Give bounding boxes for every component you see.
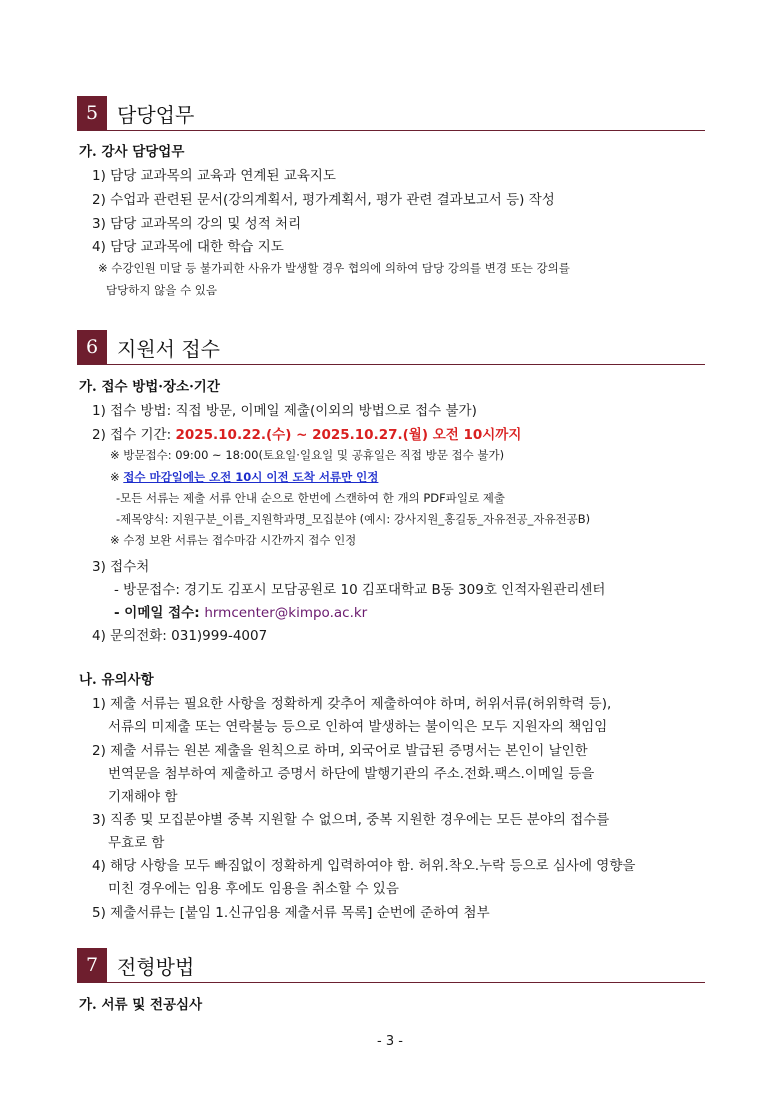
list-item: 4) 해당 사항을 모두 빠짐없이 정확하게 입력하여야 함. 허위.착오.누락 등으로 심사에 영향을 [92,858,636,874]
period-value: 2025.10.22.(수) ~ 2025.10.27.(월) 오전 10시까지 [175,427,522,443]
section-title: 전형방법 [117,954,195,979]
note [110,469,378,485]
email-link[interactable]: hrmcenter@kimpo.ac.kr [204,605,368,621]
email-label: - 이메일 접수: [114,605,205,621]
subheading: 나. 유의사항 [79,672,154,688]
list-item [92,423,521,443]
period-label: 2) 접수 기간: [92,427,176,443]
section-number: 6 [77,330,107,364]
list-item: - 방문접수: 경기도 김포시 모담공원로 10 김포대학교 B동 309호 인적자원관리센터 [114,582,606,598]
list-item: 기재해야 함 [108,789,178,805]
list-item: 4) 담당 교과목에 대한 학습 지도 [92,239,284,255]
list-item: 무효로 함 [108,835,165,851]
list-item: 4) 문의전화: 031)999-4007 [92,628,268,644]
section-title: 담당업무 [117,102,195,127]
list-item: 3) 담당 교과목의 강의 및 성적 처리 [92,216,302,232]
list-item: 1) 담당 교과목의 교육과 연계된 교육지도 [92,168,336,184]
list-item: 번역문을 첨부하여 제출하고 증명서 하단에 발행기관의 주소.전화.팩스.이메일 등을 [108,766,595,782]
list-item: 미친 경우에는 임용 후에도 임용을 취소할 수 있음 [108,881,399,897]
list-item: 서류의 미제출 또는 연락불능 등으로 인하여 발생하는 불이익은 모두 지원자의 책임임 [108,719,608,735]
section-number: 7 [77,948,107,982]
note: -제목양식: 지원구분_이름_지원학과명_모집분야 (예시: 강사지원_홍길동_자유전공_자유전공B) [116,512,591,526]
section-6-header [77,330,705,365]
subheading: 가. 강사 담당업무 [79,144,185,160]
note: -모든 서류는 제출 서류 안내 순으로 한번에 스캔하여 한 개의 PDF파일로 제출 [116,491,505,505]
list-item: 1) 제출 서류는 필요한 사항을 정확하게 갖추어 제출하여야 하며, 허위서류(허위학력 등), [92,696,612,712]
section-number: 5 [77,96,107,130]
section-5-header [77,96,705,131]
subheading: 가. 서류 및 전공심사 [79,997,203,1013]
note: ※ 수정 보완 서류는 접수마감 시간까지 접수 인정 [110,533,357,547]
note-mark: ※ [110,470,124,484]
list-item: 2) 수업과 관련된 문서(강의계획서, 평가계획서, 평가 관련 결과보고서 등) 작성 [92,192,555,208]
deadline-note: 접수 마감일에는 오전 10시 이전 도착 서류만 인정 [123,470,379,484]
section-title: 지원서 접수 [117,336,220,361]
list-item: 2) 제출 서류는 원본 제출을 원칙으로 하며, 외국어로 발급된 증명서는 본인이 날인한 [92,743,588,759]
list-item: 3) 직종 및 모집분야별 중복 지원할 수 없으며, 중복 지원한 경우에는 모든 분야의 접수를 [92,812,610,828]
list-item: 3) 접수처 [92,559,150,575]
list-item: 5) 제출서류는 [붙임 1.신규임용 제출서류 목록] 순번에 준하여 첨부 [92,905,490,921]
list-item: 1) 접수 방법: 직접 방문, 이메일 제출(이외의 방법으로 접수 불가) [92,403,477,419]
list-item [114,601,367,621]
subheading: 가. 접수 방법·장소·기간 [79,379,220,395]
note: ※ 수강인원 미달 등 불가피한 사유가 발생할 경우 협의에 의하여 담당 강의를 변경 또는 강의를 [98,261,570,275]
note: ※ 방문접수: 09:00 ~ 18:00(토요일·일요일 및 공휴일은 직접 방문 접수 불가) [110,448,505,462]
note: 담당하지 않을 수 있음 [106,283,217,297]
page-number: - 3 - [377,1034,403,1049]
section-7-header [77,948,705,983]
